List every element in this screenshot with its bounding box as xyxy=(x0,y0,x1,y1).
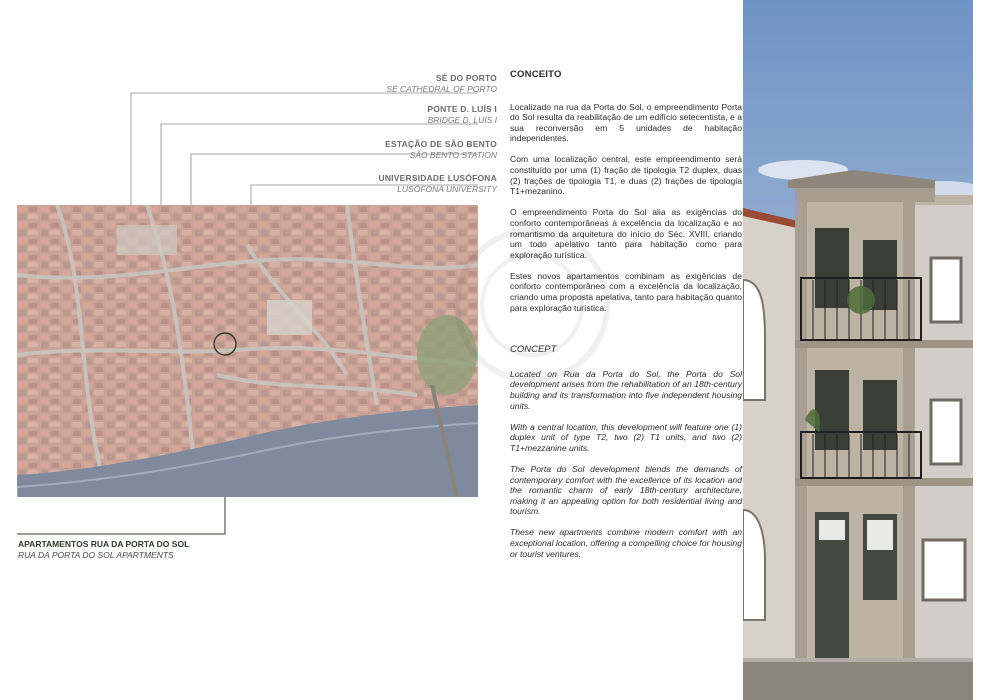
concept-paragraph: With a central location, this development will feature one (1) duplex unit of type T2, two (2) T1 units, and two (2) T1+mezzanine units. xyxy=(510,421,742,453)
description-column xyxy=(510,70,742,570)
concept-paragraph: These new apartments combine modern comfort with an exceptional location, offering a compelling choice for housing or tourist ventures. xyxy=(510,527,742,559)
concept-body xyxy=(510,369,742,559)
landmark-name-pt: ESTAÇÃO DE SÃO BENTO xyxy=(385,139,497,149)
landmark-name-pt: PONTE D. LUÍS I xyxy=(427,104,497,114)
building-facade-render xyxy=(743,0,973,700)
location-label xyxy=(18,539,189,561)
conceito-paragraph: Com uma localização central, este empreendimento será constituído por uma (1) fração de tipologia T2 duplex, duas (2) frações de tipologia T1, e duas (2) frações de tipologia T1+mezanino. xyxy=(510,154,742,197)
landmark-name-en: SÉ CATHEDRAL OF PORTO xyxy=(386,84,497,94)
landmark-sao-bento xyxy=(385,139,497,161)
conceito-paragraph: Estes novos apartamentos combinam as exigências de conforto contemporâneo com a excelência da localização, criando uma proposta apelativa, tanto para habitação quanto para exploração turística. xyxy=(510,270,742,313)
landmark-se-do-porto xyxy=(386,73,497,95)
landmark-name-en: SÃO BENTO STATION xyxy=(409,150,497,160)
aerial-map-photo xyxy=(17,205,478,497)
conceito-heading: CONCEITO xyxy=(510,69,562,80)
landmark-name-en: BRIDGE D. LUÍS I xyxy=(427,115,497,125)
concept-paragraph: The Porta do Sol development blends the demands of contemporary comfort with the excellence of its location and the romantic charm of early 18th-century architecture, making it an appealing option for both residential living and tourism. xyxy=(510,463,742,517)
landmark-name-pt: UNIVERSIDADE LUSÓFONA xyxy=(378,173,497,183)
landmark-name-en: LUSÓFONA UNIVERSITY xyxy=(397,184,497,194)
concept-heading: CONCEPT xyxy=(510,344,557,356)
conceito-body xyxy=(510,102,742,314)
location-name-en: RUA DA PORTA DO SOL APARTMENTS xyxy=(18,550,174,560)
landmark-ponte-d-luis xyxy=(427,104,497,126)
location-name-pt: APARTAMENTOS RUA DA PORTA DO SOL xyxy=(18,539,190,549)
landmark-lusofona xyxy=(379,173,498,195)
landmark-name-pt: SÉ DO PORTO xyxy=(435,73,497,83)
conceito-paragraph: O empreendimento Porta do Sol alia as exigências do conforto contemporâneas à excelência da localização e ao romantismo da arquitetura do início do Séc. XVIII, criando um todo apelativo tanto para habitação como para exploração turística. xyxy=(510,207,742,260)
concept-paragraph: Located on Rua da Porta do Sol, the Porta do Sol development arises from the rehabilitation of an 18th-century building and its transformation into five independent housing units. xyxy=(510,368,742,411)
conceito-paragraph: Localizado na rua da Porta do Sol, o empreendimento Porta do Sol resulta da reabilitação de um edifício setecentista, e a sua reconversão em 5 unidades de habitação independentes. xyxy=(510,101,742,144)
